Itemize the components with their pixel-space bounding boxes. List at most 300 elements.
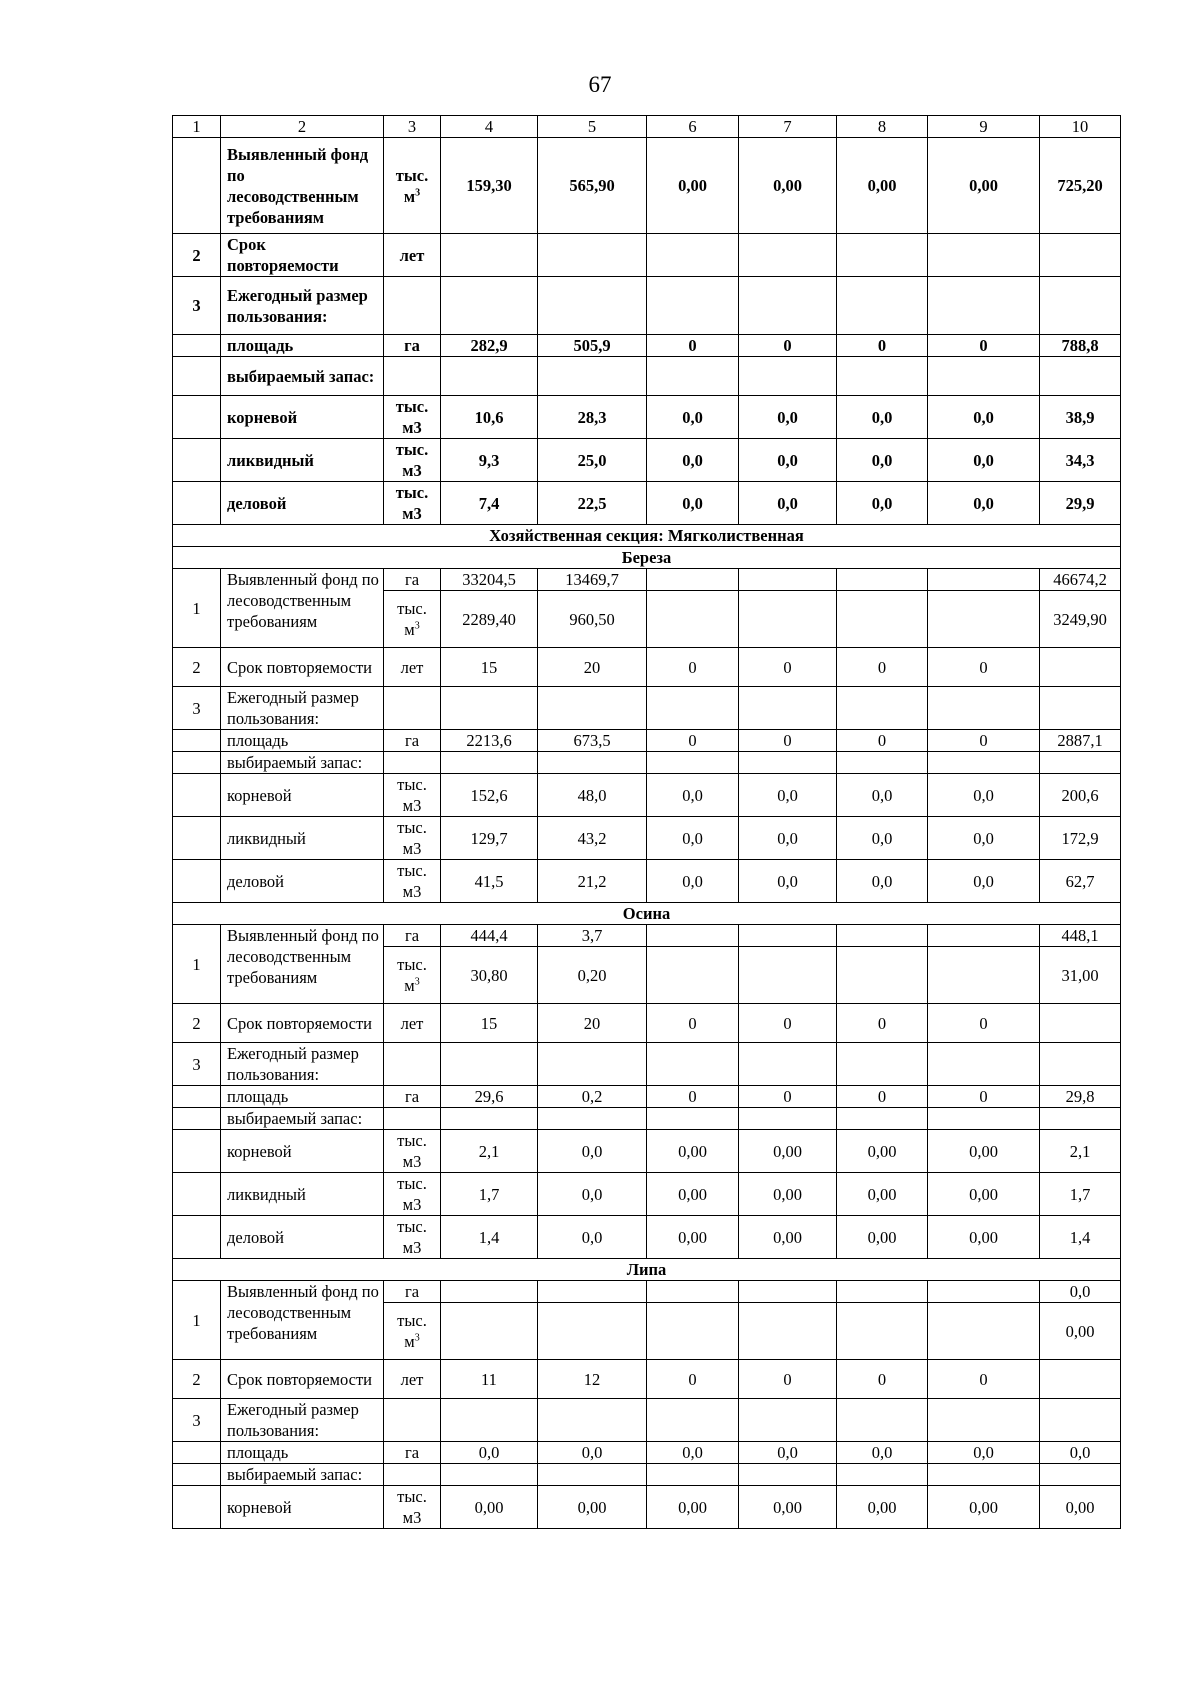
value-cell: 0,0 (647, 817, 739, 860)
row-unit: тыс. $м^3$ (384, 138, 441, 234)
row-number (173, 1173, 221, 1216)
value-cell (837, 1281, 928, 1303)
row-number: 2 (173, 648, 221, 687)
column-number: 8 (837, 116, 928, 138)
value-cell (739, 234, 837, 277)
value-cell (928, 925, 1040, 947)
value-cell (928, 1464, 1040, 1486)
value-cell (928, 752, 1040, 774)
value-cell: 0,00 (928, 1173, 1040, 1216)
value-cell (441, 1108, 538, 1130)
value-cell: 152,6 (441, 774, 538, 817)
value-cell (441, 277, 538, 335)
row-unit: тыс. м3 (384, 396, 441, 439)
table-row (173, 1259, 1121, 1281)
value-cell (441, 687, 538, 730)
value-cell: 2,1 (1040, 1130, 1121, 1173)
row-name: площадь (221, 1086, 384, 1108)
value-cell (837, 1043, 928, 1086)
value-cell: 444,4 (441, 925, 538, 947)
row-unit: тыс. м3 (384, 817, 441, 860)
value-cell: 0,0 (739, 860, 837, 903)
value-cell: 0 (837, 1086, 928, 1108)
value-cell: 20 (538, 1004, 647, 1043)
value-cell (647, 357, 739, 396)
value-cell: 7,4 (441, 482, 538, 525)
row-unit: тыс. $м^3$ (384, 591, 441, 648)
table-row (173, 774, 1121, 817)
row-name: Срок повторяемости (221, 1360, 384, 1399)
value-cell: 0 (928, 1360, 1040, 1399)
value-cell (739, 687, 837, 730)
value-cell: 1,4 (441, 1216, 538, 1259)
value-cell: 0 (928, 1086, 1040, 1108)
value-cell: 0 (837, 335, 928, 357)
row-number (173, 482, 221, 525)
value-cell (441, 1399, 538, 1442)
value-cell (441, 752, 538, 774)
row-name: деловой (221, 482, 384, 525)
value-cell (739, 925, 837, 947)
table-row (173, 1004, 1121, 1043)
value-cell (928, 1303, 1040, 1360)
value-cell (647, 277, 739, 335)
row-name: выбираемый запас: (221, 357, 384, 396)
value-cell: 34,3 (1040, 439, 1121, 482)
row-name: Срок повторяемости (221, 1004, 384, 1043)
value-cell: 0,00 (647, 1486, 739, 1529)
table-row (173, 1281, 1121, 1303)
row-unit: тыс. м3 (384, 774, 441, 817)
value-cell (928, 1108, 1040, 1130)
row-number: 2 (173, 1360, 221, 1399)
value-cell: 0 (928, 1004, 1040, 1043)
value-cell (1040, 1004, 1121, 1043)
row-unit (384, 1043, 441, 1086)
column-number: 5 (538, 116, 647, 138)
column-number: 10 (1040, 116, 1121, 138)
value-cell: 0,0 (739, 482, 837, 525)
value-cell: 172,9 (1040, 817, 1121, 860)
value-cell (928, 687, 1040, 730)
value-cell: 29,9 (1040, 482, 1121, 525)
value-cell: 2213,6 (441, 730, 538, 752)
value-cell: 282,9 (441, 335, 538, 357)
row-unit: тыс. м3 (384, 1130, 441, 1173)
value-cell: 0 (928, 648, 1040, 687)
species-title: Осина (173, 903, 1121, 925)
value-cell: 788,8 (1040, 335, 1121, 357)
value-cell: 0,0 (647, 396, 739, 439)
column-number: 7 (739, 116, 837, 138)
value-cell: 0,0 (837, 774, 928, 817)
row-unit: га (384, 569, 441, 591)
table-row (173, 1086, 1121, 1108)
value-cell: 0,20 (538, 947, 647, 1004)
value-cell: 13469,7 (538, 569, 647, 591)
value-cell (837, 687, 928, 730)
row-unit: га (384, 1442, 441, 1464)
row-number (173, 860, 221, 903)
value-cell: 0,00 (538, 1486, 647, 1529)
value-cell: 0 (837, 1360, 928, 1399)
row-unit: тыс. м3 (384, 1173, 441, 1216)
row-number: 1 (173, 925, 221, 1004)
value-cell: 62,7 (1040, 860, 1121, 903)
table-row (173, 439, 1121, 482)
table-row (173, 1173, 1121, 1216)
value-cell: 0,00 (837, 1216, 928, 1259)
value-cell: 0,0 (837, 1442, 928, 1464)
value-cell: 0 (647, 335, 739, 357)
value-cell (1040, 1108, 1121, 1130)
table-row (173, 1108, 1121, 1130)
table-row (173, 1360, 1121, 1399)
row-number (173, 335, 221, 357)
table-row (173, 648, 1121, 687)
value-cell: 0,0 (928, 860, 1040, 903)
value-cell (1040, 234, 1121, 277)
value-cell: 0,2 (538, 1086, 647, 1108)
value-cell: 0,0 (837, 860, 928, 903)
row-name: площадь (221, 335, 384, 357)
row-unit (384, 1399, 441, 1442)
value-cell: 0,0 (739, 774, 837, 817)
row-unit (384, 687, 441, 730)
row-number: 3 (173, 277, 221, 335)
value-cell (837, 591, 928, 648)
row-number: 1 (173, 1281, 221, 1360)
row-name: корневой (221, 1130, 384, 1173)
value-cell: 0,00 (647, 1216, 739, 1259)
value-cell: 29,8 (1040, 1086, 1121, 1108)
value-cell (647, 752, 739, 774)
value-cell: 0 (928, 335, 1040, 357)
value-cell (739, 1281, 837, 1303)
column-number: 6 (647, 116, 739, 138)
value-cell (837, 1399, 928, 1442)
value-cell (739, 947, 837, 1004)
value-cell: 0,00 (928, 1486, 1040, 1529)
table-row (173, 1399, 1121, 1442)
row-unit (384, 1108, 441, 1130)
value-cell: 0,0 (928, 1442, 1040, 1464)
value-cell (739, 591, 837, 648)
value-cell: 0,0 (647, 482, 739, 525)
value-cell: 0,0 (647, 774, 739, 817)
value-cell: 0 (739, 1004, 837, 1043)
row-unit: га (384, 1086, 441, 1108)
value-cell (837, 357, 928, 396)
value-cell: 0,0 (538, 1173, 647, 1216)
value-cell (928, 1399, 1040, 1442)
table-row (173, 817, 1121, 860)
value-cell: 0 (739, 648, 837, 687)
row-number: 2 (173, 234, 221, 277)
value-cell: 0,0 (441, 1442, 538, 1464)
value-cell (647, 1464, 739, 1486)
value-cell: 0,0 (538, 1216, 647, 1259)
row-number (173, 1108, 221, 1130)
value-cell (647, 925, 739, 947)
value-cell: 0,0 (928, 817, 1040, 860)
table-row (173, 234, 1121, 277)
value-cell: 0,00 (739, 1173, 837, 1216)
value-cell (1040, 277, 1121, 335)
value-cell (538, 357, 647, 396)
value-cell: 38,9 (1040, 396, 1121, 439)
table-row (173, 482, 1121, 525)
value-cell: 0,00 (1040, 1486, 1121, 1529)
value-cell (837, 752, 928, 774)
row-number (173, 1464, 221, 1486)
value-cell: 20 (538, 648, 647, 687)
value-cell (647, 569, 739, 591)
value-cell: 960,50 (538, 591, 647, 648)
value-cell: 0 (647, 1004, 739, 1043)
value-cell (739, 1399, 837, 1442)
table-row (173, 138, 1121, 234)
value-cell (441, 234, 538, 277)
row-name: площадь (221, 1442, 384, 1464)
row-number: 2 (173, 1004, 221, 1043)
table-row (173, 1442, 1121, 1464)
value-cell: 673,5 (538, 730, 647, 752)
value-cell (538, 234, 647, 277)
value-cell (837, 925, 928, 947)
value-cell: 0 (739, 335, 837, 357)
table-row (173, 752, 1121, 774)
value-cell: 31,00 (1040, 947, 1121, 1004)
value-cell: 22,5 (538, 482, 647, 525)
value-cell (928, 1281, 1040, 1303)
row-name: Ежегодный размер пользования: (221, 277, 384, 335)
value-cell: 0,00 (837, 1173, 928, 1216)
value-cell (538, 1281, 647, 1303)
value-cell: 15 (441, 648, 538, 687)
row-unit: тыс. м3 (384, 439, 441, 482)
value-cell (739, 1303, 837, 1360)
row-unit: тыс. м3 (384, 1216, 441, 1259)
value-cell: 0,0 (739, 1442, 837, 1464)
value-cell: 10,6 (441, 396, 538, 439)
value-cell: 448,1 (1040, 925, 1121, 947)
value-cell: 0 (837, 648, 928, 687)
value-cell (647, 947, 739, 1004)
table-row (173, 569, 1121, 591)
value-cell (928, 591, 1040, 648)
value-cell (538, 1108, 647, 1130)
row-name: ликвидный (221, 817, 384, 860)
value-cell: 0,0 (647, 860, 739, 903)
forest-use-table (172, 115, 1121, 1529)
value-cell (538, 752, 647, 774)
row-unit: га (384, 1281, 441, 1303)
value-cell: 1,4 (1040, 1216, 1121, 1259)
row-unit: лет (384, 1004, 441, 1043)
value-cell: 1,7 (441, 1173, 538, 1216)
value-cell: 0,0 (739, 439, 837, 482)
row-unit: тыс. м3 (384, 482, 441, 525)
table-row (173, 1130, 1121, 1173)
value-cell: 0 (647, 1360, 739, 1399)
value-cell: 0 (837, 1004, 928, 1043)
row-name: ликвидный (221, 1173, 384, 1216)
value-cell: 0,00 (647, 1130, 739, 1173)
species-title: Береза (173, 547, 1121, 569)
row-unit (384, 357, 441, 396)
value-cell (1040, 752, 1121, 774)
table-row (173, 547, 1121, 569)
value-cell: 29,6 (441, 1086, 538, 1108)
value-cell: 565,90 (538, 138, 647, 234)
row-number: 3 (173, 1399, 221, 1442)
value-cell: 0,00 (647, 138, 739, 234)
value-cell: 30,80 (441, 947, 538, 1004)
value-cell: 0,0 (1040, 1442, 1121, 1464)
value-cell: 0,0 (647, 1442, 739, 1464)
value-cell (837, 947, 928, 1004)
value-cell (647, 687, 739, 730)
row-name: Выявленный фонд по лесоводственным требованиям (221, 1281, 384, 1360)
row-unit (384, 752, 441, 774)
value-cell (837, 569, 928, 591)
row-number (173, 774, 221, 817)
value-cell (928, 1043, 1040, 1086)
value-cell (538, 1043, 647, 1086)
value-cell: 0,0 (928, 482, 1040, 525)
value-cell: 2289,40 (441, 591, 538, 648)
value-cell: 0,00 (928, 138, 1040, 234)
value-cell: 46674,2 (1040, 569, 1121, 591)
value-cell: 0,0 (928, 439, 1040, 482)
row-number: 3 (173, 687, 221, 730)
table-row (173, 335, 1121, 357)
row-name: ликвидный (221, 439, 384, 482)
unit-superscript: 3 (415, 187, 421, 198)
value-cell (739, 569, 837, 591)
row-name: выбираемый запас: (221, 752, 384, 774)
row-number (173, 752, 221, 774)
value-cell (441, 1464, 538, 1486)
row-name: Срок повторяемости (221, 234, 384, 277)
row-unit: тыс. м3 (384, 860, 441, 903)
row-name: Выявленный фонд по лесоводственным требованиям (221, 569, 384, 648)
value-cell: 41,5 (441, 860, 538, 903)
row-unit: га (384, 335, 441, 357)
table-row (173, 396, 1121, 439)
value-cell: 2887,1 (1040, 730, 1121, 752)
row-unit: лет (384, 1360, 441, 1399)
value-cell: 0,0 (837, 439, 928, 482)
value-cell: 25,0 (538, 439, 647, 482)
table-row (173, 1464, 1121, 1486)
value-cell: 0,00 (441, 1486, 538, 1529)
row-name: площадь (221, 730, 384, 752)
row-number (173, 1130, 221, 1173)
table-row (173, 860, 1121, 903)
row-number: 3 (173, 1043, 221, 1086)
unit-superscript: 3 (414, 976, 420, 988)
row-unit: тыс. $м^3$ (384, 1303, 441, 1360)
value-cell (928, 569, 1040, 591)
value-cell: 0,00 (837, 138, 928, 234)
section-title: Хозяйственная секция: Мягколиственная (173, 525, 1121, 547)
value-cell (647, 1108, 739, 1130)
value-cell: 725,20 (1040, 138, 1121, 234)
row-number (173, 439, 221, 482)
value-cell: 0 (739, 1360, 837, 1399)
value-cell (647, 1043, 739, 1086)
row-name: Выявленный фонд по лесоводственным требованиям (221, 925, 384, 1004)
row-unit: тыс. $м^3$ (384, 947, 441, 1004)
value-cell: 48,0 (538, 774, 647, 817)
value-cell: 0,00 (1040, 1303, 1121, 1360)
value-cell: 0,0 (538, 1130, 647, 1173)
table-row (173, 925, 1121, 947)
unit-superscript: 3 (414, 1332, 420, 1344)
row-number (173, 1086, 221, 1108)
value-cell (928, 947, 1040, 1004)
value-cell: 0 (647, 730, 739, 752)
value-cell (739, 1464, 837, 1486)
page-number: 67 (588, 72, 612, 97)
value-cell: 0,0 (1040, 1281, 1121, 1303)
value-cell: 33204,5 (441, 569, 538, 591)
value-cell (739, 357, 837, 396)
value-cell: 0,0 (837, 817, 928, 860)
value-cell (1040, 687, 1121, 730)
value-cell: 129,7 (441, 817, 538, 860)
value-cell: 159,30 (441, 138, 538, 234)
value-cell (1040, 648, 1121, 687)
row-name: корневой (221, 396, 384, 439)
table-row (173, 687, 1121, 730)
value-cell (647, 1281, 739, 1303)
row-number (173, 730, 221, 752)
value-cell (1040, 1360, 1121, 1399)
value-cell: 0 (928, 730, 1040, 752)
value-cell (538, 687, 647, 730)
value-cell: 0 (739, 730, 837, 752)
value-cell (739, 1108, 837, 1130)
value-cell (538, 1303, 647, 1360)
row-name: корневой (221, 774, 384, 817)
value-cell: 0,00 (739, 1130, 837, 1173)
value-cell: 12 (538, 1360, 647, 1399)
row-unit: тыс. м3 (384, 1486, 441, 1529)
row-number (173, 1216, 221, 1259)
value-cell (1040, 1464, 1121, 1486)
row-name: выбираемый запас: (221, 1464, 384, 1486)
table-row (173, 357, 1121, 396)
value-cell (837, 1108, 928, 1130)
value-cell: 0,0 (739, 396, 837, 439)
row-name: деловой (221, 1216, 384, 1259)
value-cell (837, 1464, 928, 1486)
table-row (173, 1043, 1121, 1086)
value-cell: 0,0 (928, 396, 1040, 439)
row-name: Срок повторяемости (221, 648, 384, 687)
value-cell: 15 (441, 1004, 538, 1043)
row-name: деловой (221, 860, 384, 903)
value-cell: 1,7 (1040, 1173, 1121, 1216)
row-name: Ежегодный размер пользования: (221, 1399, 384, 1442)
value-cell (739, 277, 837, 335)
value-cell: 0,00 (739, 1486, 837, 1529)
table-row (173, 1216, 1121, 1259)
value-cell: 2,1 (441, 1130, 538, 1173)
